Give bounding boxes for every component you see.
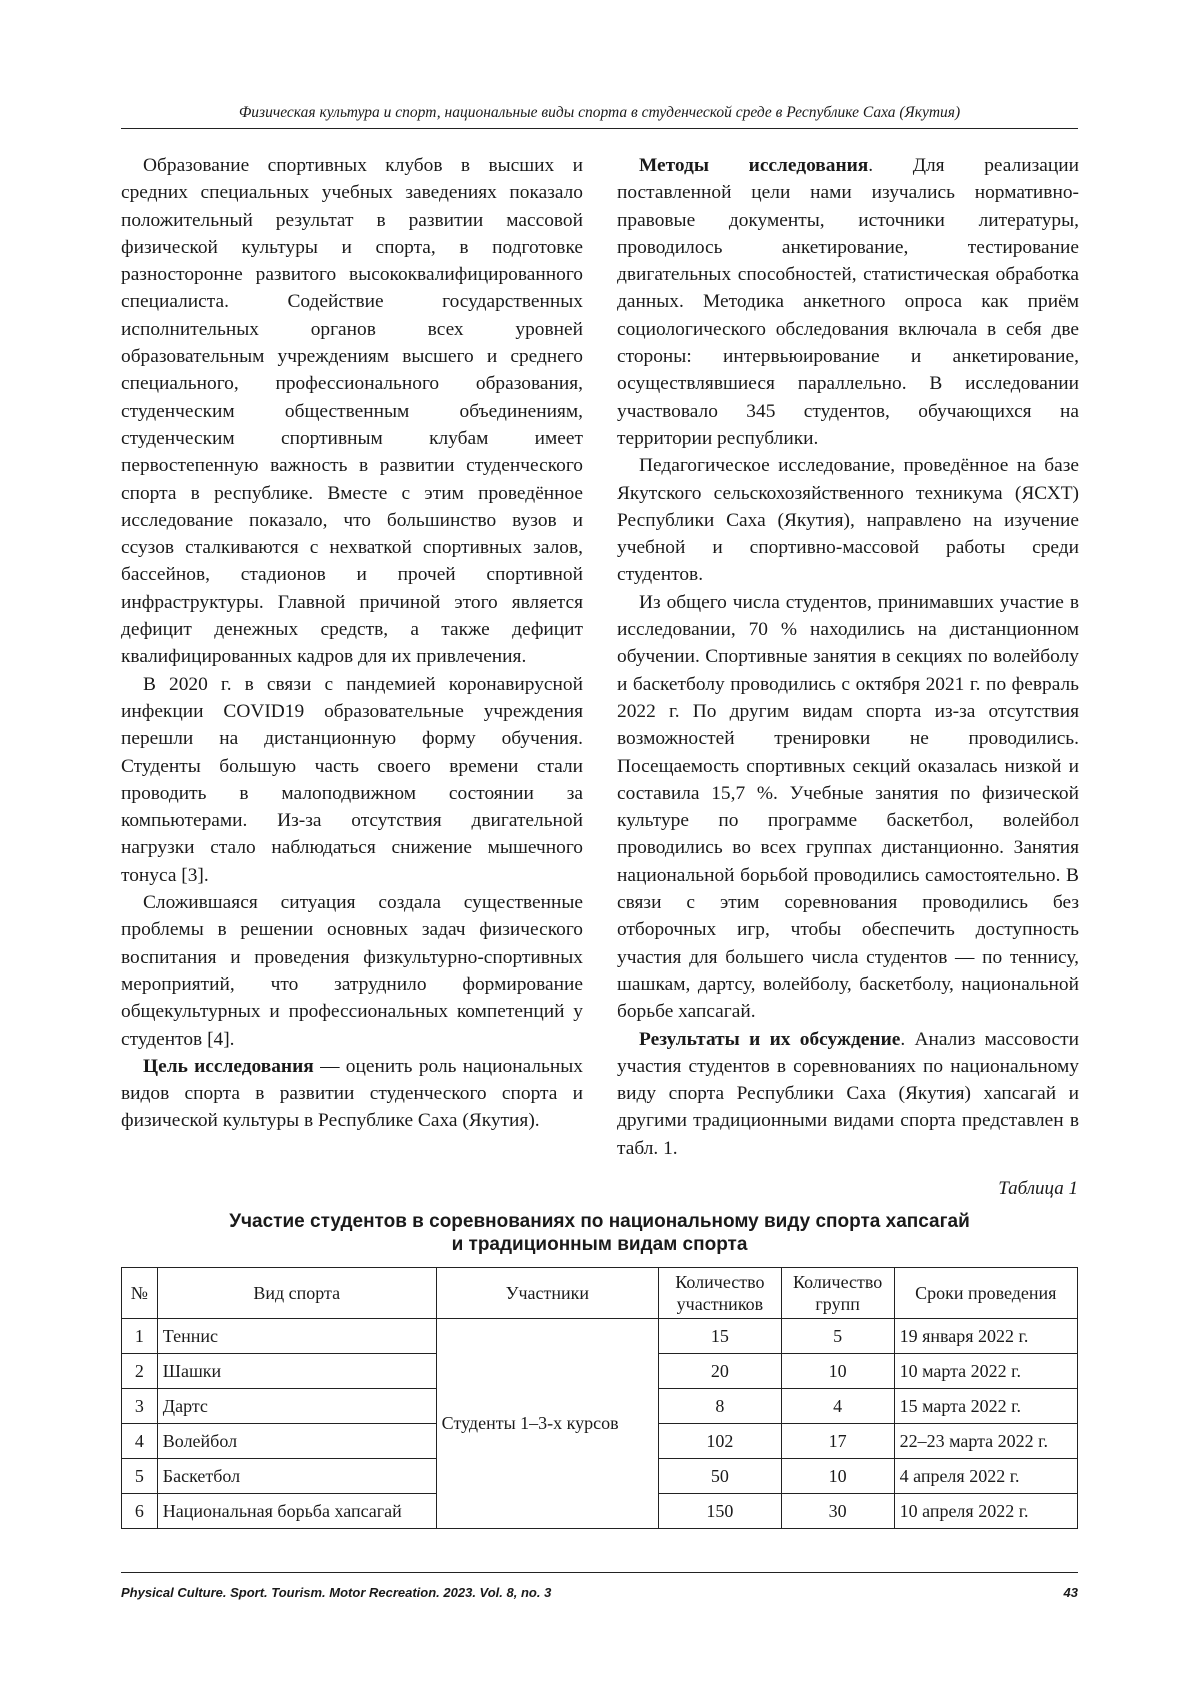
count-cell: 50 (659, 1459, 782, 1494)
count-cell: 20 (659, 1354, 782, 1389)
header-cell: Вид спорта (157, 1268, 436, 1319)
row-number: 3 (122, 1389, 158, 1424)
paragraph: В 2020 г. в связи с пандемией коронавирусной инфекции COVID19 образовательные учреждения перешли на дистанционную форму обучения. Студенты большую часть своего времени стали проводить в малоподвижном состоянии за компьютерами. Из-за отсутствия двигательной нагрузки стало наблюдаться снижение мышечного тонуса [3]. (121, 673, 583, 886)
header-cell: № (122, 1268, 158, 1319)
dates-cell: 19 января 2022 г. (894, 1319, 1077, 1354)
dates-cell: 15 марта 2022 г. (894, 1389, 1077, 1424)
row-number: 2 (122, 1354, 158, 1389)
left-column (121, 152, 583, 1135)
groups-cell: 10 (781, 1354, 894, 1389)
paragraph: Из общего числа студентов, принимавших участие в исследовании, 70 % находились на дистанционном обучении. Спортивные занятия в секциях по волейболу и баскетболу проводились с октября 2021 г. по февраль 2022 г. По другим видам спорта из-за отсутствия возможностей тренировки не проводились. Посещаемость спортивных секций оказалась низкой и составила 15,7 %. Учебные занятия по физической культуре по программе баскетбол, волейбол проводились во всех группах дистанционно. Занятия национальной борьбой проводились самостоятельно. В связи с этим соревнования проводились без отборочных игр, чтобы обеспечить доступность участия для большего числа студентов — по теннису, шашкам, дартсу, волейболу, баскетболу, национальной борьбе хапсагай. (617, 591, 1079, 1023)
running-header: Физическая культура и спорт, национальные виды спорта в студенческой среде в Республике Саха (Якутия) (121, 104, 1078, 129)
row-number: 6 (122, 1494, 158, 1529)
row-number: 1 (122, 1319, 158, 1354)
participants-cell: Студенты 1–3-х курсов (436, 1319, 658, 1529)
sport-cell: Дартс (157, 1389, 436, 1424)
table-title: Участие студентов в соревнованиях по национальному виду спорта хапсагай и традиционным видам спорта (229, 1211, 970, 1255)
paragraph: Образование спортивных клубов в высших и средних специальных учебных заведениях показало положительный результат в развитии массовой физической культуры и спорта, в подготовке разносторонне развитого высококвалифицированного специалиста. Содействие государственных исполнительных органов всех уровней образовательным учреждениям высшего и среднего специального, профессионального образования, студенческим общественным объединениям, студенческим спортивным клубам имеет первостепенную важность в развитии студенческого спорта в республике. Вместе с этим проведённое исследование показало, что большинство вузов и ссузов сталкиваются с нехваткой спортивных залов, бассейнов, стадионов и прочей спортивной инфраструктуры. Главной причиной этого является дефицит денежных средств, а также дефицит квалифицированных кадров для их привлечения. (121, 155, 583, 668)
right-column (617, 152, 1079, 1162)
sport-cell: Баскетбол (157, 1459, 436, 1494)
page-number: 43 (1063, 1585, 1078, 1600)
paragraph: Результаты и их обсуждение. Анализ массовости участия студентов в соревнованиях по национальному виду спорта Республики Саха (Якутия) хапсагай и другими традиционными видами спорта представлен в табл. 1. (617, 1028, 1079, 1159)
dates-cell: 4 апреля 2022 г. (894, 1459, 1077, 1494)
count-cell: 15 (659, 1319, 782, 1354)
dates-cell: 10 марта 2022 г. (894, 1354, 1077, 1389)
sport-cell: Национальная борьба хапсагай (157, 1494, 436, 1529)
sport-cell: Шашки (157, 1354, 436, 1389)
row-number: 5 (122, 1459, 158, 1494)
table-header-row (122, 1268, 1078, 1319)
table-row (122, 1319, 1078, 1354)
header-cell: Сроки проведения (894, 1268, 1077, 1319)
footer-divider (121, 1572, 1078, 1573)
count-cell: 8 (659, 1389, 782, 1424)
results-table (121, 1267, 1078, 1529)
row-number: 4 (122, 1424, 158, 1459)
groups-cell: 30 (781, 1494, 894, 1529)
paragraph: Педагогическое исследование, проведённое на базе Якутского сельскохозяйственного техникума (ЯСХТ) Республики Саха (Якутия), направлено на изучение учебной и спортивно-массовой работы среди студентов. (617, 455, 1079, 586)
count-cell: 150 (659, 1494, 782, 1529)
header-cell: Участники (436, 1268, 658, 1319)
groups-cell: 4 (781, 1389, 894, 1424)
paragraph: Сложившаяся ситуация создала существенные проблемы в решении основных задач физического воспитания и проведения физкультурно-спортивных мероприятий, что затруднило формирование общекультурных и профессиональных компетенций у студентов [4]. (121, 892, 583, 1050)
table-label: Таблица 1 (998, 1178, 1078, 1199)
header-cell: Количество участников (659, 1268, 782, 1319)
sport-cell: Волейбол (157, 1424, 436, 1459)
header-cell: Количество групп (781, 1268, 894, 1319)
sport-cell: Теннис (157, 1319, 436, 1354)
paragraph: Цель исследования — оценить роль национальных видов спорта в развитии студенческого спорта и физической культуры в Республике Саха (Якутия). (121, 1055, 583, 1132)
groups-cell: 5 (781, 1319, 894, 1354)
page-footer (121, 1585, 1078, 1600)
dates-cell: 22–23 марта 2022 г. (894, 1424, 1077, 1459)
count-cell: 102 (659, 1424, 782, 1459)
groups-cell: 17 (781, 1424, 894, 1459)
journal-citation: Physical Culture. Sport. Tourism. Motor Recreation. 2023. Vol. 8, no. 3 (121, 1585, 552, 1600)
paragraph: Методы исследования. Для реализации поставленной цели нами изучались нормативно-правовые документы, источники литературы, проводилось анкетирование, тестирование двигательных способностей, статистическая обработка данных. Методика анкетного опроса как приём социологического обследования включала в себя две стороны: интервьюирование и анкетирование, осуществлявшиеся параллельно. В исследовании участвовало 345 студентов, обучающихся на территории республики. (617, 155, 1079, 449)
dates-cell: 10 апреля 2022 г. (894, 1494, 1077, 1529)
groups-cell: 10 (781, 1459, 894, 1494)
